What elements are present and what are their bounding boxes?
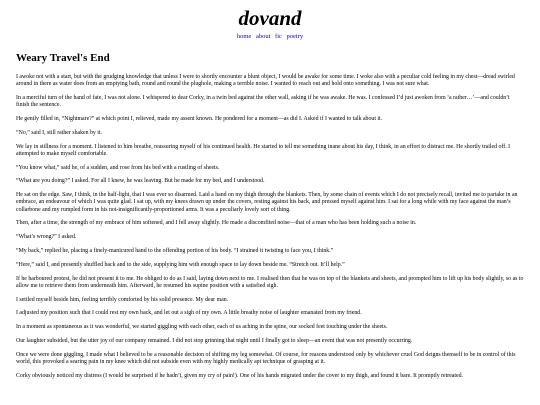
post-paragraph: “You know what,” said he, of a sudden, and rose from his bed with a rustling of sheets. xyxy=(16,164,220,171)
site-title: dovand xyxy=(238,6,302,30)
post-paragraph: I adjusted my position such that I could rest my own back, and let out a sigh of my own. A little breathy noise of laughter emanated from my friend. xyxy=(16,310,362,317)
nav-link-poetry[interactable]: poetry xyxy=(286,33,304,40)
post-paragraph: Once we were done giggling, I made what I believed to be a reasonable decision of shifting my leg somewhat. Of course, for reasons understood only by whichever cruel God deigns themself to be in control of this world, this provoked a searing pain in my knee which did not subside even with my highly medically apt technique of grasping at it. xyxy=(16,351,516,365)
post-paragraph: We lay in stillness for a moment. I listened to him breathe, reassuring myself of his continued health. He started to tell me something inane about his day, I think, in an effort to distract me. He shortly trailed off. I attempted to make myself comfortable. xyxy=(16,143,511,157)
post-paragraph: “My back,” replied he, placing a finely-manicured hand to the offending portion of his body. “I strained it twisting to face you, I think.” xyxy=(16,247,334,254)
post-paragraph: If he harboured protest, he did not present it to me. He obliged to do as I said, laying down next to me. I realised then that he was on top of the blankets and sheets, and prompted him to lift up his body slightly, so as to allow me to retrieve them from underneath him. Afterward, he resumed his supine position with a satisfied sigh. xyxy=(16,275,524,289)
post-title: Weary Travel's End xyxy=(16,52,110,64)
post-paragraph: Then, after a time, the strength of my embrace of him softened, and I fell away slightly. He made a discomfited noise—that of a man who has been holding such a noise in. xyxy=(16,220,417,227)
post-body xyxy=(16,74,524,380)
post-paragraph: “What are you doing?” I asked. For all I knew, he was leaving. But he made for my bed, and I understood. xyxy=(16,178,265,185)
post-paragraph: He gently filled in, “Nightmare?” at which point I, relieved, made my assent known. He pondered for a moment—as did I. Asked if I wanted to talk about it. xyxy=(16,116,383,122)
post-article xyxy=(16,52,524,380)
site-nav xyxy=(16,32,524,41)
post-paragraph: He sat on the edge. Saw, I think, in the half-light, that I was ever so disarmed. Laid a hand on my thigh through the blankets. Then, by some chain of events which I do not precisely recall, invited me to partake in an embrace, an endeavour of which I was quite glad. I sat up, with my knees drawn up under the covers, resting against his back, and pressed myself against him. I sat for a long while with my face against the man’s collarbone and my rumpled form in his not-insignificantly-proportioned arms. It was a peculiarly lovely sort of thing. xyxy=(16,192,518,213)
post-paragraph: Our laughter subsided, but the utter joy of our company remained. I did not stop grinning that night until I finally got to sleep—an event that was not presently occurring. xyxy=(16,337,413,344)
post-paragraph: “No,” said I, still rather shaken by it. xyxy=(16,129,103,136)
post-paragraph: I settled myself beside him, feeling terribly comforted by his solid presence. My dear man. xyxy=(16,296,229,303)
post-paragraph: “Here,” said I, and presently shuffled back and to the side, supplying him with enough space to lay down beside me. “Stretch out. It’ll help.” xyxy=(16,261,345,268)
post-paragraph: In a merciful turn of the hand of fate, I was not alone. I whispered to dear Corky, in a twin bed against the other wall, asking if he was awake. He was. I confessed I’d just awoken from ‘a rather…’—and couldn’t finish the sentence. xyxy=(16,95,510,109)
nav-link-about[interactable]: about xyxy=(255,33,271,40)
nav-link-home[interactable]: home xyxy=(236,33,252,40)
post-paragraph: In a moment as spontaneous as it was wonderful, we started giggling with each other, each of us aching in the spine, our socked feet touching under the sheets. xyxy=(16,324,388,331)
post-paragraph: Corky obviously noticed my distress (I would be surprised if he hadn’t, given my cry of pain!). One of his hands migrated under the cover to my thigh, and found it bare. It promptly retreated. xyxy=(16,372,463,379)
nav-link-fic[interactable]: fic xyxy=(275,33,282,40)
post-paragraph: “What’s wrong?” I asked. xyxy=(16,234,77,241)
site-header xyxy=(16,0,524,41)
post-paragraph: I awoke not with a start, but with the grudging knowledge that unless I were to shortly encounter a blunt object, I would be awake for some time. I woke also with a peculiar cold feeling in my chest—dread swirled around in there as water does from an emptying bath, round and round the plughole, making a terrible noise. I wanted to reach out and hold onto something. I was not sure what. xyxy=(16,74,515,88)
